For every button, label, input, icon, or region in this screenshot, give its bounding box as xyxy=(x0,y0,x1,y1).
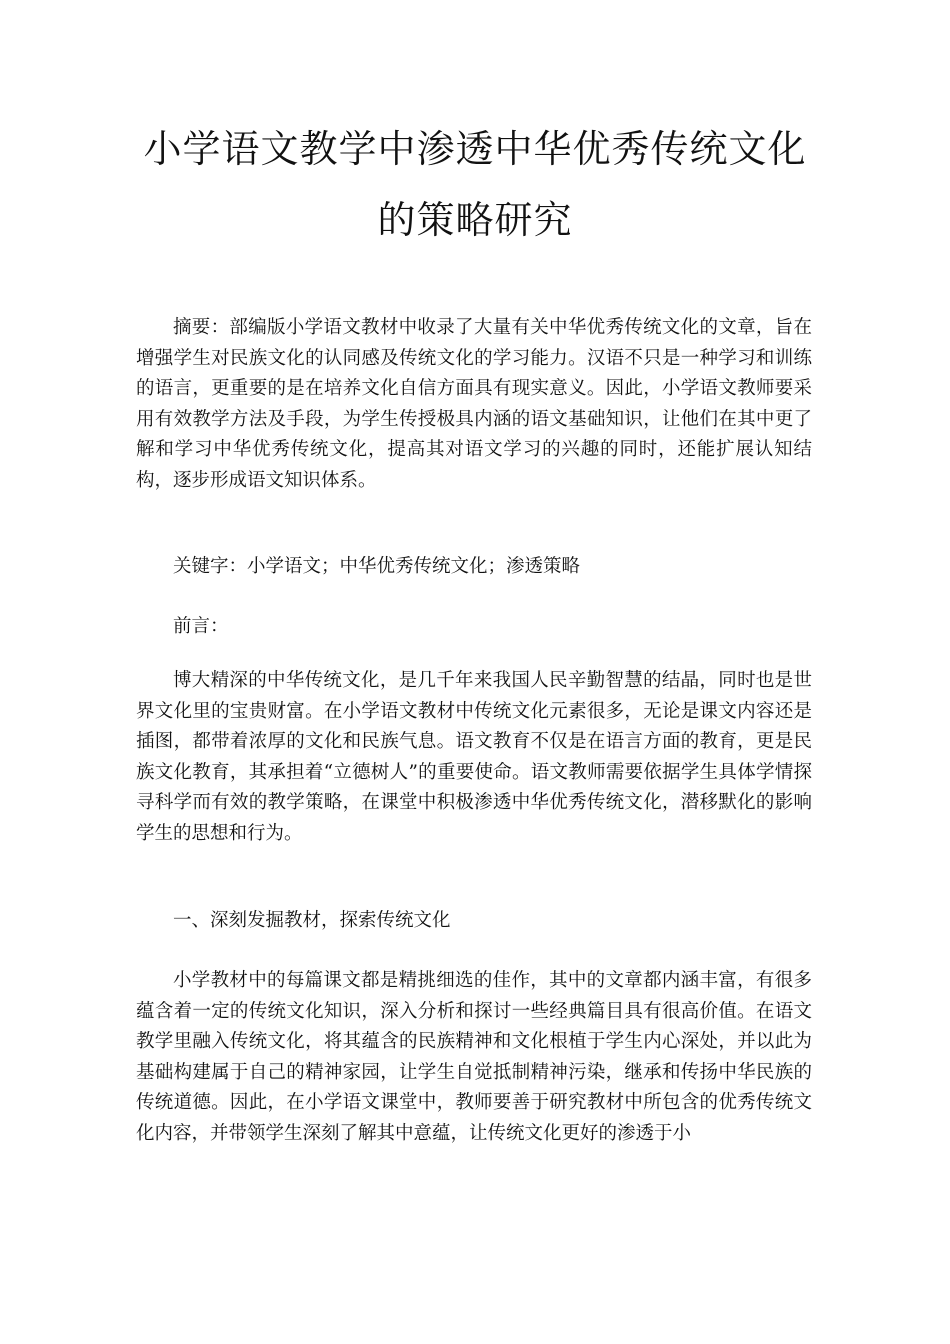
body-paragraph-1: 博大精深的中华传统文化，是几千年来我国人民辛勤智慧的结晶，同时也是世界文化里的宝贵财富。在小学语文教材中传统文化元素很多，无论是课文内容还是插图，都带着浓厚的文化和民族气息。语文教育不仅是在语言方面的教育，更是民族文化教育，其承担着“立德树人”的重要使命。语文教师需要依据学生具体学情探寻科学而有效的教学策略，在课堂中积极渗透中华优秀传统文化，潜移默化的影响学生的思想和行为。 xyxy=(136,670,812,844)
body-paragraph-2: 小学教材中的每篇课文都是精挑细选的佳作，其中的文章都内涵丰富，有很多蕴含着一定的传统文化知识，深入分析和探讨一些经典篇目具有很高价值。在语文教学里融入传统文化，将其蕴含的民族精神和文化根植于学生内心深处，并以此为基础构建属于自己的精神家园，让学生自觉抵制精神污染，继承和传扬中华民族的传统道德。因此，在小学语文课堂中，教师要善于研究教材中所包含的优秀传统文化内容，并带领学生深刻了解其中意蕴，让传统文化更好的渗透于小 xyxy=(136,970,812,1144)
section-heading-1: 一、深刻发掘教材，探索传统文化 xyxy=(173,910,451,931)
abstract-paragraph: 摘要：部编版小学语文教材中收录了大量有关中华优秀传统文化的文章，旨在增强学生对民族文化的认同感及传统文化的学习能力。汉语不只是一种学习和训练的语言，更重要的是在培养文化自信方面具有现实意义。因此，小学语文教师要采用有效教学方法及手段，为学生传授极具内涵的语文基础知识，让他们在其中更了解和学习中华优秀传统文化，提高其对语文学习的兴趣的同时，还能扩展认知结构，逐步形成语文知识体系。 xyxy=(136,317,812,491)
preface-label: 前言： xyxy=(173,616,229,637)
keywords-line: 关键字：小学语文；中华优秀传统文化；渗透策略 xyxy=(173,556,581,577)
document-title-line-2: 的策略研究 xyxy=(377,198,573,242)
document-title-line-1: 小学语文教学中渗透中华优秀传统文化 xyxy=(143,127,807,171)
